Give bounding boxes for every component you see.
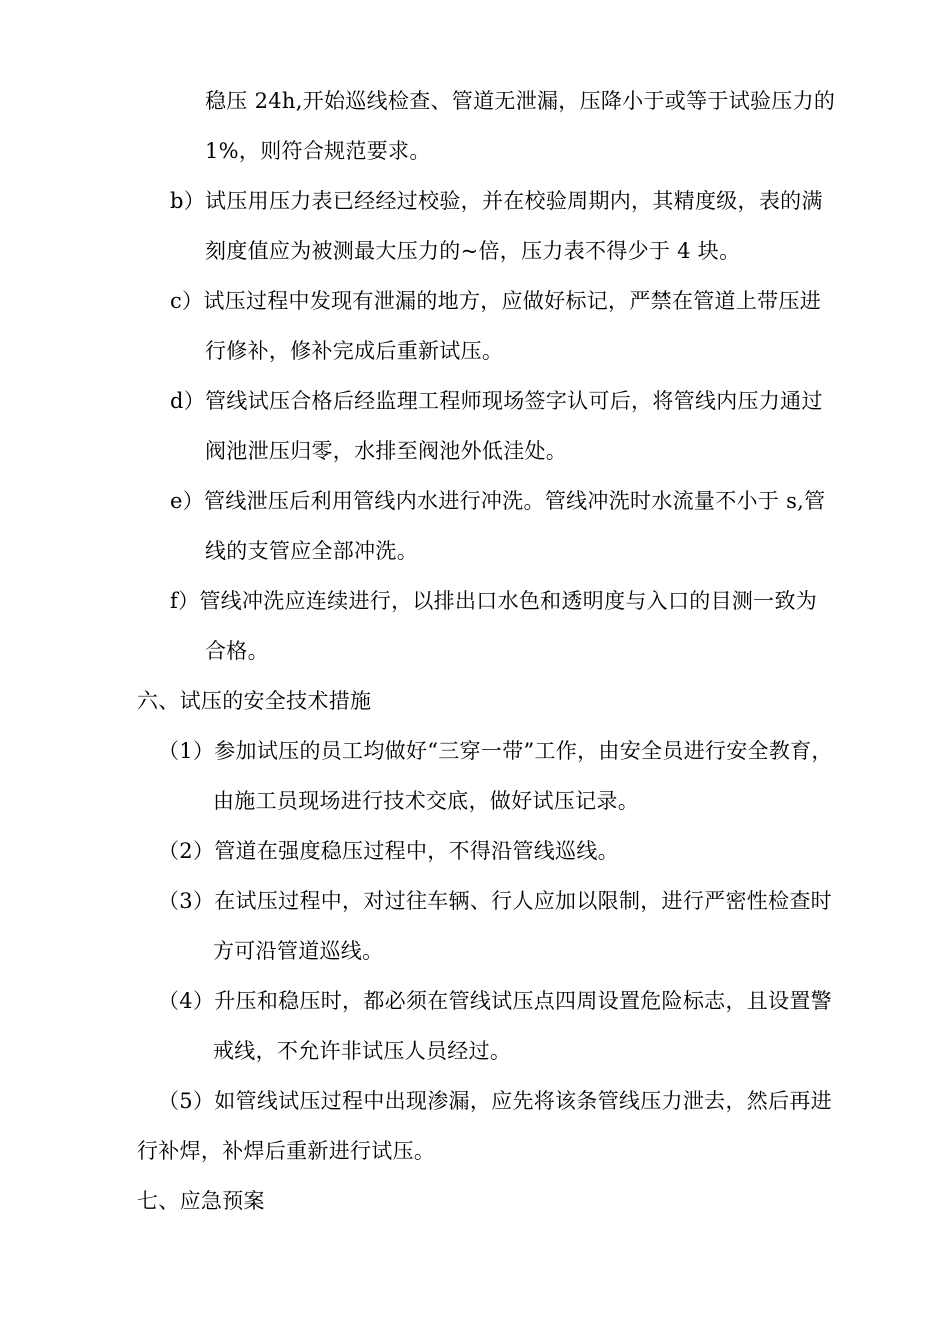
list-item-f-cont: 合格。	[205, 639, 269, 663]
list-item-f: f）管线冲洗应连续进行，以排出口水色和透明度与入口的目测一致为	[170, 589, 818, 613]
list-item-1: （1）参加试压的员工均做好“三穿一带”工作，由安全员进行安全教育，	[158, 739, 833, 763]
list-item-b: b）试压用压力表已经经过校验，并在校验周期内，其精度级，表的满	[170, 189, 823, 213]
list-item-c: c）试压过程中发现有泄漏的地方，应做好标记，严禁在管道上带压进	[170, 289, 822, 313]
section-heading-6: 六、试压的安全技术措施	[137, 689, 372, 713]
list-item-e-cont: 线的支管应全部冲洗。	[205, 539, 418, 563]
list-item-b-cont: 刻度值应为被测最大压力的~倍，压力表不得少于 4 块。	[205, 239, 741, 263]
list-item-d-cont: 阀池泄压归零，水排至阀池外低洼处。	[205, 439, 568, 463]
section-heading-7: 七、应急预案	[137, 1189, 265, 1213]
list-item-d: d）管线试压合格后经监理工程师现场签字认可后，将管线内压力通过	[170, 389, 823, 413]
list-item-e: e）管线泄压后利用管线内水进行冲洗。管线冲洗时水流量不小于 s,管	[170, 489, 826, 513]
paragraph-line: 稳压 24h,开始巡线检查、管道无泄漏，压降小于或等于试验压力的	[205, 89, 836, 113]
list-item-4: （4）升压和稳压时，都必须在管线试压点四周设置危险标志，且设置警	[158, 989, 832, 1013]
list-item-3: （3）在试压过程中，对过往车辆、行人应加以限制，进行严密性检查时	[158, 889, 832, 913]
list-item-c-cont: 行修补，修补完成后重新试压。	[205, 339, 504, 363]
list-item-1-cont: 由施工员现场进行技术交底，做好试压记录。	[213, 789, 639, 813]
list-item-2: （2）管道在强度稳压过程中，不得沿管线巡线。	[158, 839, 619, 863]
list-item-4-cont: 戒线，不允许非试压人员经过。	[213, 1039, 512, 1063]
list-item-5-cont: 行补焊，补焊后重新进行试压。	[137, 1139, 436, 1163]
list-item-5: （5）如管线试压过程中出现渗漏，应先将该条管线压力泄去，然后再进	[158, 1089, 832, 1113]
paragraph-line: 1%，则符合规范要求。	[205, 139, 431, 163]
list-item-3-cont: 方可沿管道巡线。	[213, 939, 384, 963]
